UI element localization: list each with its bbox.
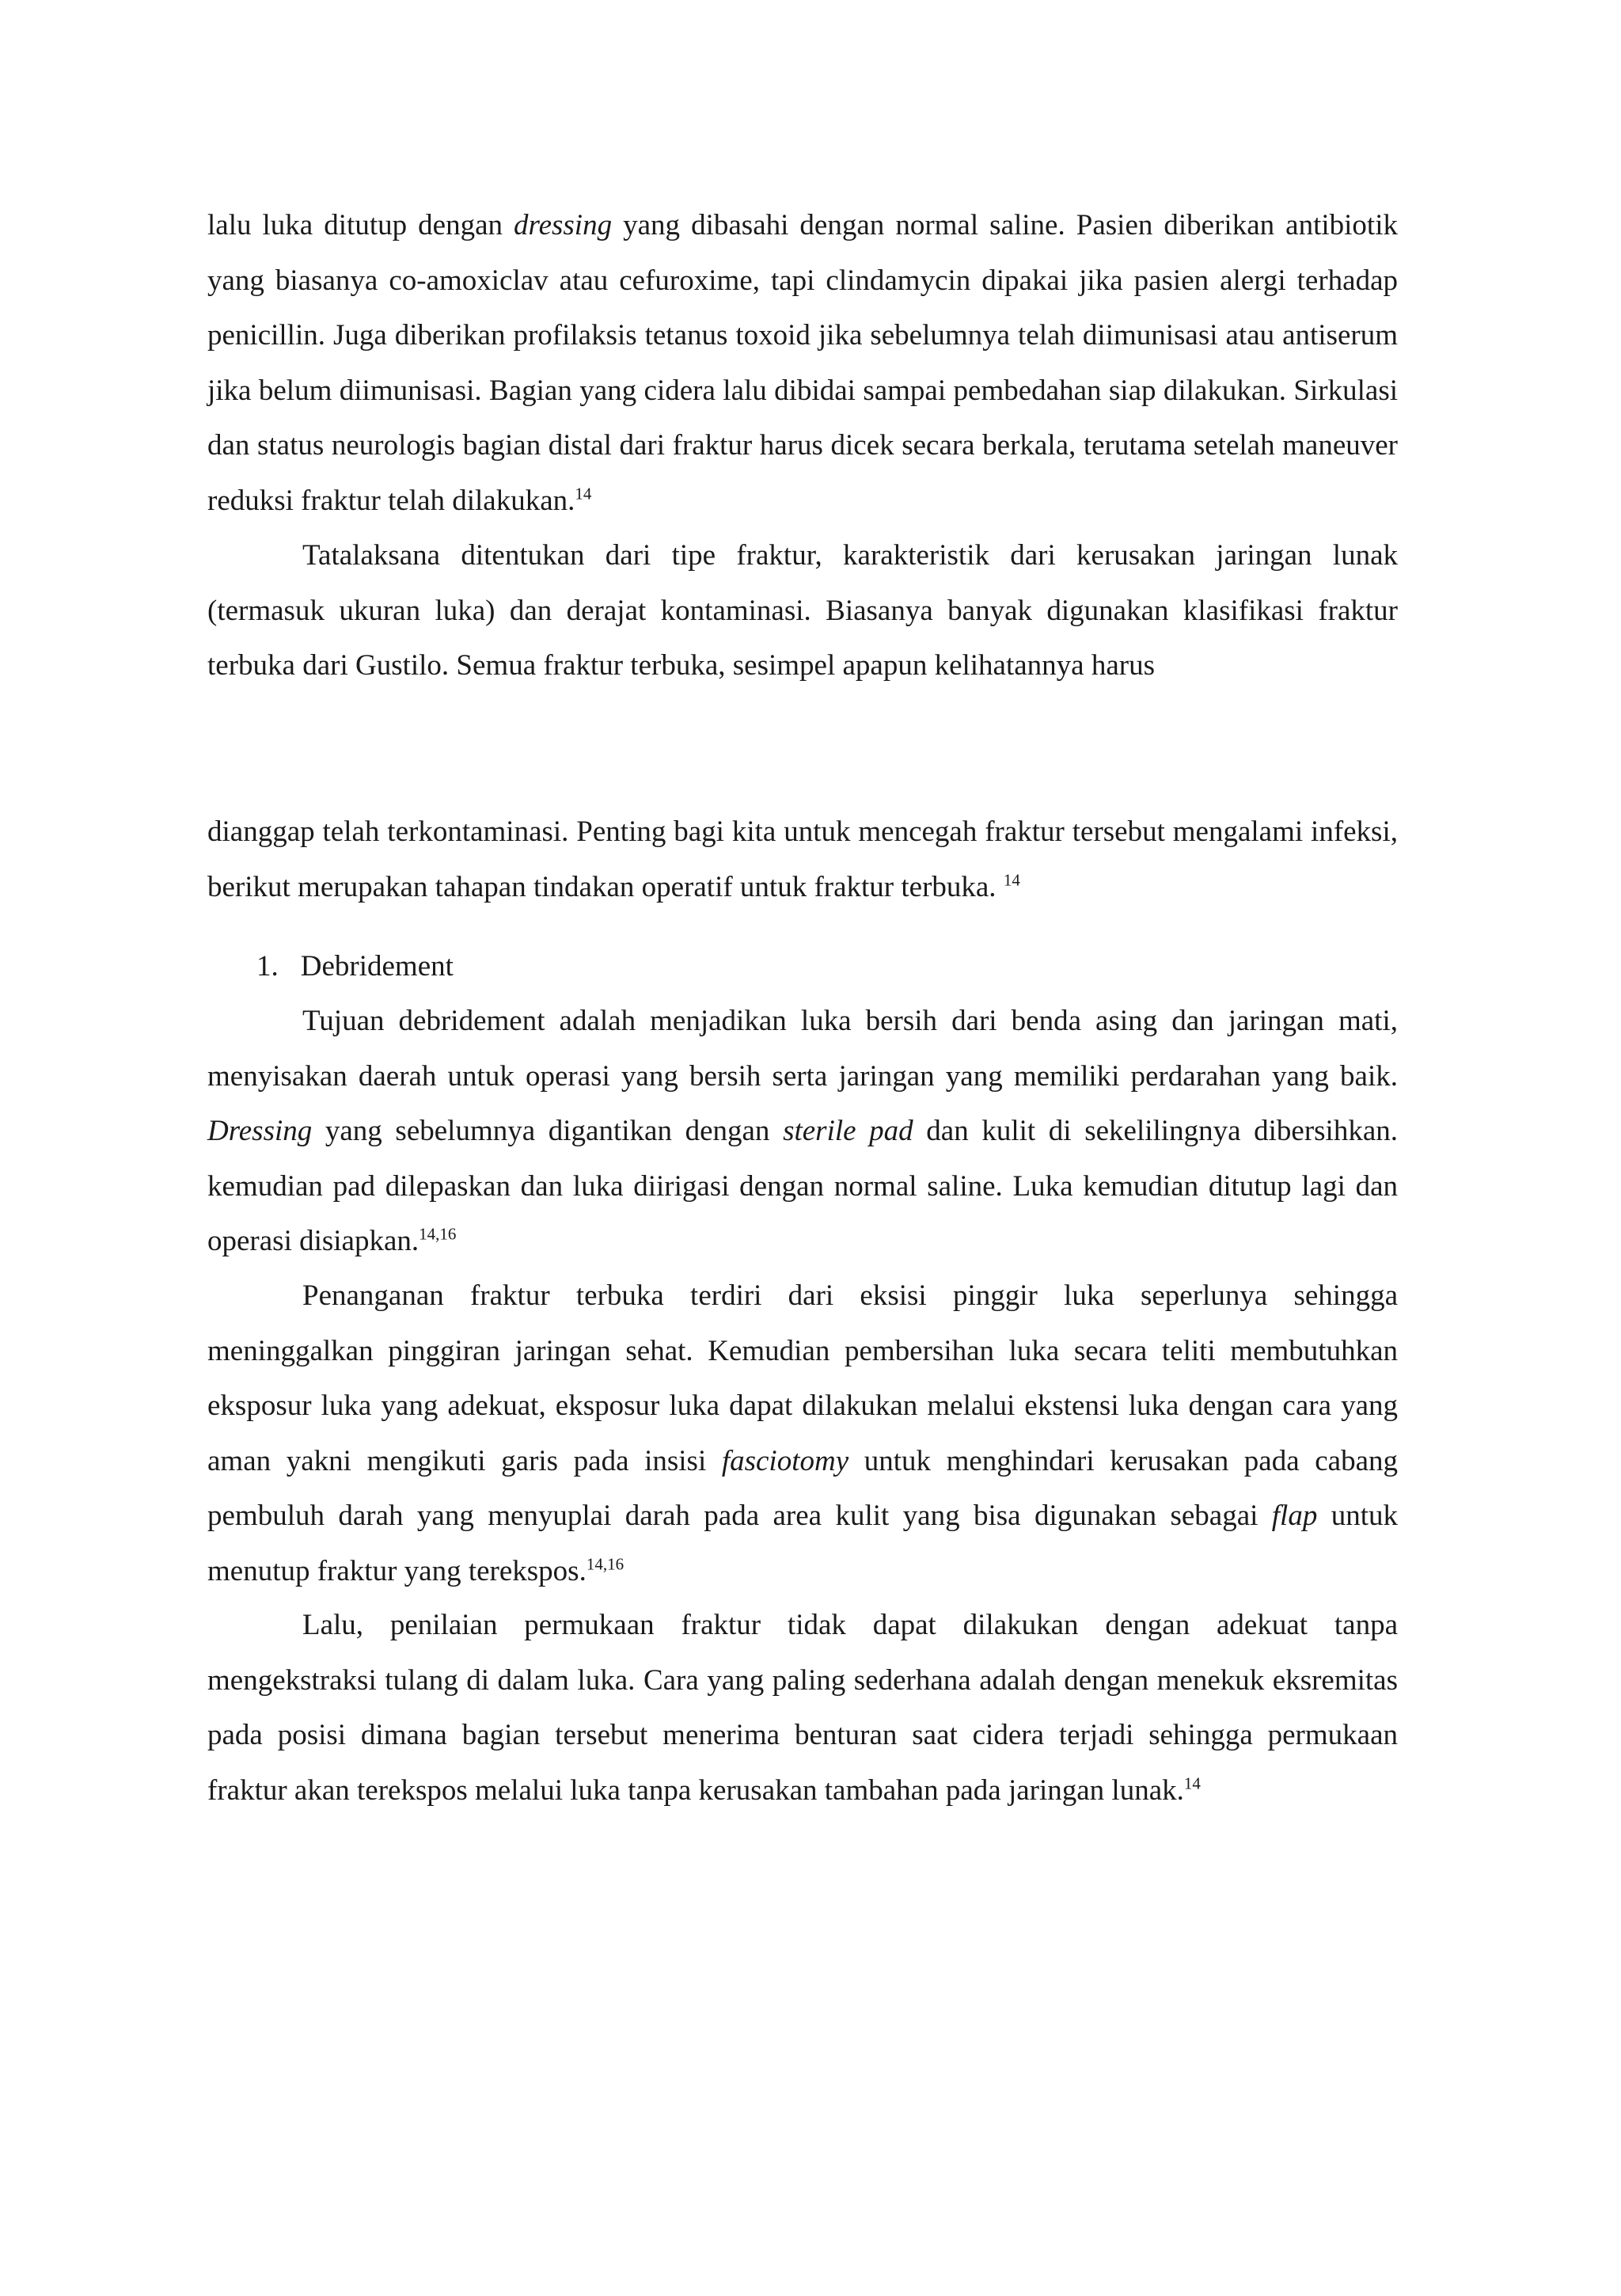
para1-italic-term: dressing <box>514 209 613 241</box>
para5-italic-flap: flap <box>1271 1500 1318 1532</box>
para2-text: Tatalaksana ditentukan dari tipe fraktur, karakteristik dari kerusakan jaringan lunak (termasuk ukuran luka) dan derajat kontaminasi. Biasanya banyak digunakan klasifikasi fraktur terbuka dari Gustilo. Semua fraktur terbuka, sesimpel apapun kelihatannya harus <box>207 539 1398 682</box>
paragraph-handling <box>207 1268 1398 1598</box>
para3-citation: 14 <box>1003 870 1020 890</box>
para3-text: dianggap telah terkontaminasi. Penting bagi kita untuk mencegah fraktur tersebut mengalami infeksi, berikut merupakan tahapan tindakan operatif untuk fraktur terbuka. <box>207 815 1398 903</box>
para5-italic-fasciotomy: fasciotomy <box>721 1444 849 1477</box>
para5-citation: 14,16 <box>586 1554 624 1574</box>
para5-text-1: Penanganan fraktur terbuka terdiri dari eksisi pinggir luka seperlunya sehingga meninggalkan pinggiran jaringan sehat. Kemudian pembersihan luka secara teliti membutuhkan eksposur luka yang adekuat, eksposur luka dapat dilakukan melalui ekstensi luka dengan cara yang aman yakni mengikuti garis pada insisi <box>207 1279 1398 1477</box>
paragraph-management <box>207 528 1398 694</box>
text-block-debridement <box>207 994 1398 1269</box>
list-title: Debridement <box>300 950 454 983</box>
list-number: 1. <box>256 950 279 983</box>
para5-text-2: untuk menghindari kerusakan pada cabang pembuluh darah yang menyuplai darah pada area kulit yang bisa digunakan sebagai <box>207 1444 1398 1532</box>
para6-text: Lalu, penilaian permukaan fraktur tidak dapat dilakukan dengan adekuat tanpa mengekstraksi tulang di dalam luka. Cara yang paling sederhana adalah dengan menekuk eksremitas pada posisi dimana bagian tersebut menerima benturan saat cidera terjadi sehingga permukaan fraktur akan terekspos melalui luka tanpa kerusakan tambahan pada jaringan lunak. <box>207 1609 1398 1807</box>
text-block-handling <box>207 1268 1398 1598</box>
para4-text-2: yang sebelumnya digantikan dengan <box>312 1115 784 1147</box>
para4-text-3: dan kulit di sekelilingnya dibersihkan. kemudian pad dilepaskan dan luka diirigasi dengan normal saline. Luka kemudian ditutup lagi dan operasi disiapkan. <box>207 1115 1398 1257</box>
list-item-debridement <box>256 939 454 994</box>
para6-citation: 14 <box>1183 1773 1201 1793</box>
para5-text-3: untuk menutup fraktur yang terekspos. <box>207 1500 1398 1587</box>
paragraph-debridement-goal <box>207 994 1398 1269</box>
para4-italic-dressing: Dressing <box>207 1115 313 1147</box>
para4-citation: 14,16 <box>419 1224 457 1244</box>
para1-text-1: lalu luka ditutup dengan <box>207 209 514 241</box>
paragraph-wound-care <box>207 198 1398 528</box>
text-block-continued <box>207 804 1398 914</box>
paragraph-contamination <box>207 804 1398 914</box>
text-block-top <box>207 198 1398 694</box>
para1-citation: 14 <box>575 484 592 504</box>
para4-text-1: Tujuan debridement adalah menjadikan luka bersih dari benda asing dan jaringan mati, menyisakan daerah untuk operasi yang bersih serta jaringan yang memiliki perdarahan yang baik. <box>207 1005 1398 1093</box>
para1-text-2: yang dibasahi dengan normal saline. Pasien diberikan antibiotik yang biasanya co-amoxiclav atau cefuroxime, tapi clindamycin dipakai jika pasien alergi terhadap penicillin. Juga diberikan profilaksis tetanus toxoid jika sebelumnya telah diimunisasi atau antiserum jika belum diimunisasi. Bagian yang cidera lalu dibidai sampai pembedahan siap dilakukan. Sirkulasi dan status neurologis bagian distal dari fraktur harus dicek secara berkala, terutama setelah maneuver reduksi fraktur telah dilakukan. <box>207 209 1398 517</box>
text-block-assessment <box>207 1598 1398 1818</box>
paragraph-assessment <box>207 1598 1398 1818</box>
para4-italic-sterile-pad: sterile pad <box>783 1115 913 1147</box>
